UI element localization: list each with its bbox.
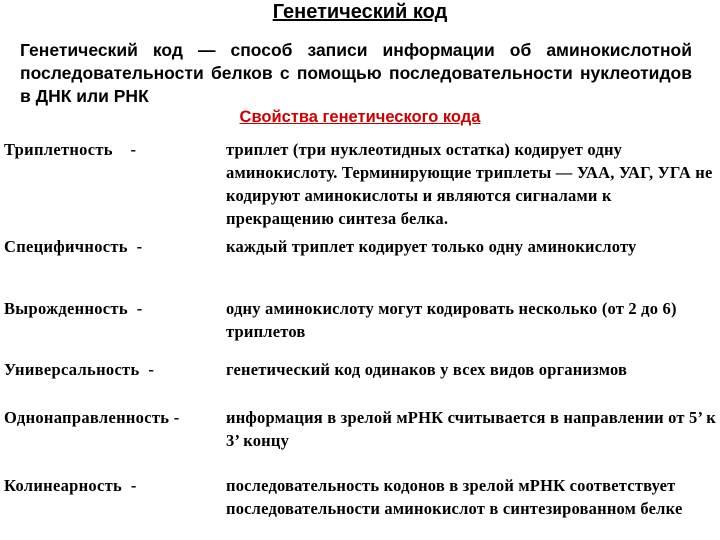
property-description: триплет (три нуклеотидных остатка) кодирует одну аминокислоту. Терминирующие триплеты — УАА, УАГ, УГА не кодируют аминокислоты и являются сигналами к прекращению синтеза белка.: [226, 140, 713, 228]
property-term: Универсальность -: [4, 360, 155, 379]
property-term: Колинеарность -: [4, 476, 137, 495]
property-description: последовательность кодонов в зрелой мРНК соответствует последовательности аминокислот в синтезированном белке: [226, 476, 683, 518]
property-term: Однонаправленность -: [4, 408, 180, 427]
property-description: генетический код одинаков у всех видов организмов: [226, 360, 628, 379]
page-title: Генетический код: [272, 1, 448, 23]
property-term: Специфичность -: [4, 237, 143, 256]
property-description: каждый триплет кодирует только одну аминокислоту: [226, 237, 637, 256]
properties-heading: Свойства генетического кода: [239, 108, 481, 126]
property-description: информация в зрелой мРНК считывается в направлении от 5’ к 3’ концу: [226, 408, 716, 450]
property-term: Вырожденность -: [4, 299, 143, 318]
property-term: Триплетность -: [4, 140, 137, 159]
property-description: одну аминокислоту могут кодировать несколько (от 2 до 6) триплетов: [226, 299, 677, 341]
definition-text: Генетический код — способ записи информации об аминокислотной последовательности белков с помощью последовательности нуклеотидов в ДНК или РНК: [20, 40, 692, 106]
